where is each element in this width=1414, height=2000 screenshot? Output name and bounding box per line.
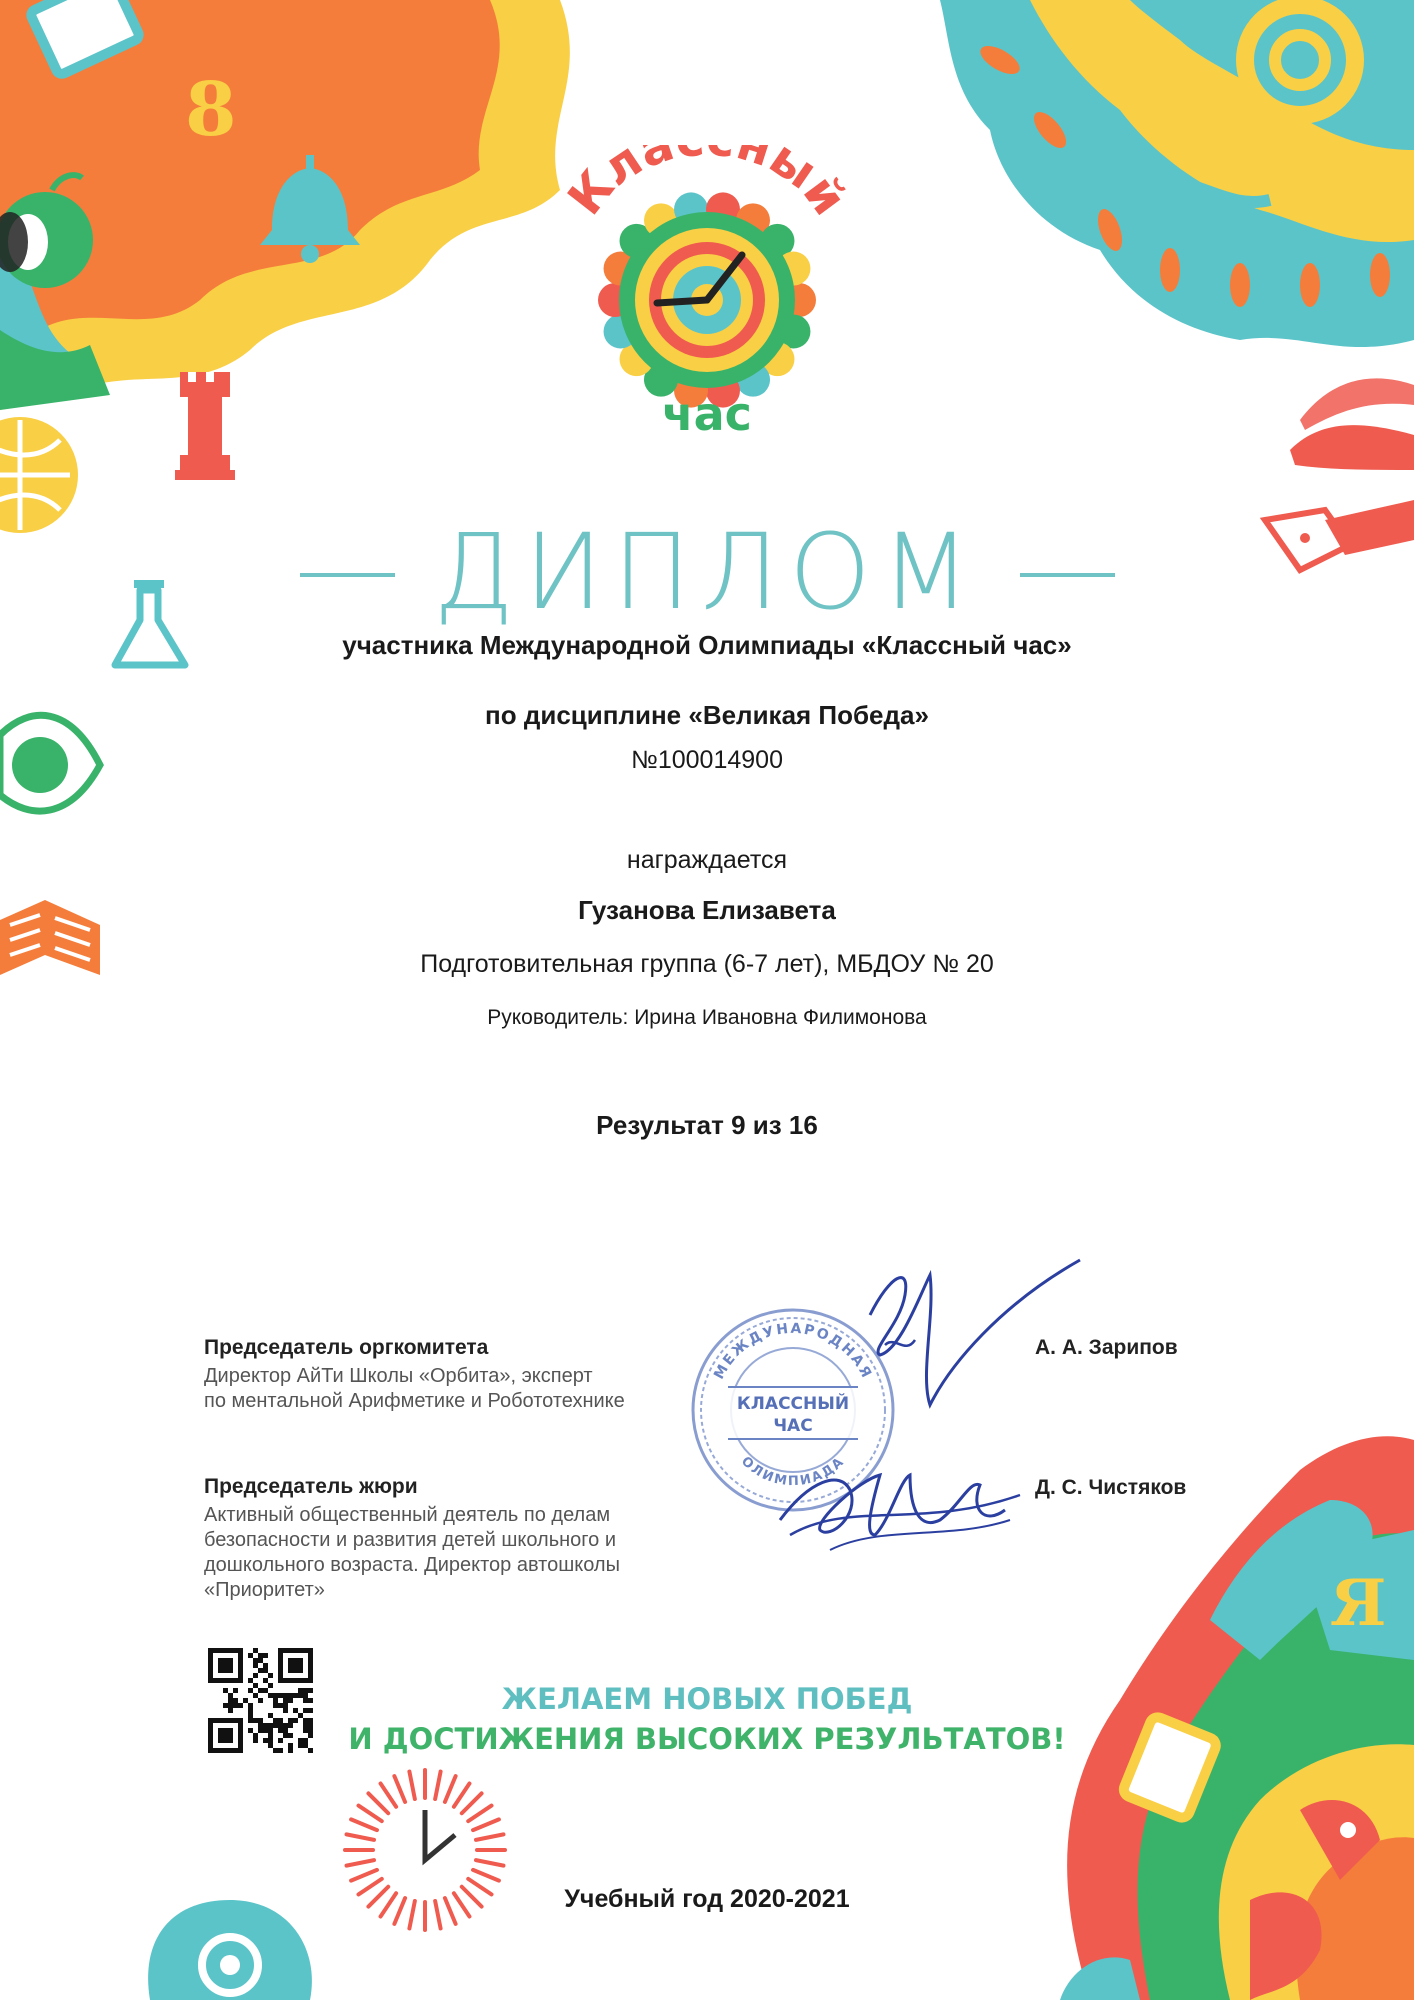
organizing-description-1: Директор АйТи Школы «Орбита», эксперт [204, 1365, 593, 1387]
wish-line-1: ЖЕЛАЕМ НОВЫХ ПОБЕД [501, 1682, 913, 1716]
academic-year: Учебный год 2020-2021 [564, 1885, 850, 1913]
globe-icon [0, 417, 78, 533]
logo-word-top: Кла ный [557, 145, 857, 226]
stamp-ring-bottom: ОЛИМПИАДА [738, 1453, 848, 1490]
participant-line: участника Международной Олимпиады «Классный час» [342, 630, 1072, 660]
top-left-ornament [0, 0, 570, 410]
decor-letter: Я [1330, 1566, 1387, 1641]
logo-word-bottom: час [662, 387, 752, 441]
organizing-description-2: по ментальной Арифметике и Робототехнике [204, 1390, 625, 1412]
organizing-committee-block [204, 1336, 724, 1414]
discipline-line: по дисциплине «Великая Победа» [485, 700, 929, 730]
jury-name: Д. С. Чистяков [1035, 1476, 1187, 1499]
awarded-label: награждается [626, 846, 788, 874]
jury-block [204, 1475, 724, 1603]
jury-description-1: Активный общественный деятель по делам [204, 1504, 611, 1526]
organizing-name: А. А. Зарипов [1035, 1336, 1178, 1359]
diploma-title: ДИПЛОМ [433, 511, 981, 633]
jury-description-3: дошкольного возраста. Директор автошколы [204, 1554, 620, 1576]
top-right-ornament [940, 0, 1414, 347]
organizing-role: Председатель оргкомитета [204, 1336, 489, 1359]
decor-digit: 8 [185, 67, 237, 153]
stamp-center-bottom: ЧАС [773, 1416, 813, 1436]
chess-rook-icon [175, 372, 235, 480]
bottom-right-ornament [1060, 1436, 1414, 2000]
logo-emblem [557, 145, 857, 445]
diploma-number: №100014900 [631, 746, 783, 774]
stamp-center-top: КЛАССНЫЙ [736, 1394, 850, 1414]
recipient-group: Подготовительная группа (6-7 лет), МБДОУ № 20 [420, 950, 994, 978]
supervisor-line: Руководитель: Ирина Ивановна Филимонова [487, 1006, 927, 1029]
wish-line-2: И ДОСТИЖЕНИЯ ВЫСОКИХ РЕЗУЛЬТАТОВ! [348, 1722, 1066, 1756]
bottom-left-spiral [148, 1900, 312, 2000]
jury-description-4: «Приоритет» [204, 1579, 325, 1601]
signature-jury [770, 1440, 1030, 1560]
jury-description-2: безопасности и развития детей школьного и [204, 1529, 617, 1551]
brush-icon [1290, 378, 1414, 470]
stamp-ring-top: МЕЖДУНАРОДНАЯ [711, 1320, 875, 1383]
result-line: Результат 9 из 16 [596, 1110, 818, 1140]
logo [557, 145, 857, 445]
jury-role: Председатель жюри [204, 1475, 418, 1498]
recipient-name: Гузанова Елизавета [578, 895, 836, 925]
